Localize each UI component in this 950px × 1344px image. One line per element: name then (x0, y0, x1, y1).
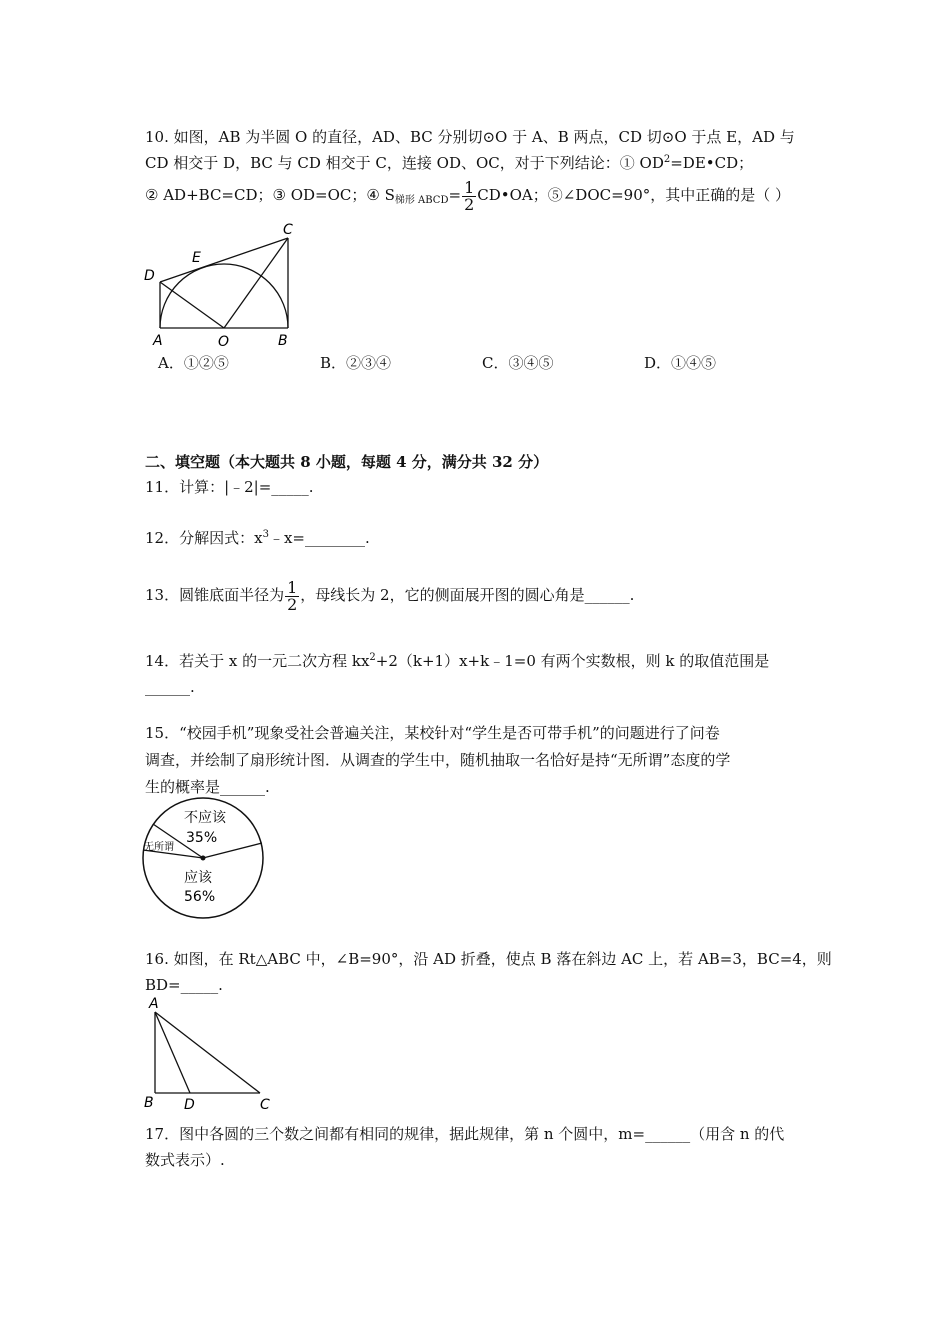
q10-option-a[interactable]: A．①②⑤ (158, 354, 229, 372)
q10-line3-sub: 梯形 ABCD (394, 195, 449, 206)
q10-frac-den: 2 (464, 194, 475, 214)
q12-text-a: 12．分解因式：x (145, 529, 263, 547)
q16-label-D: D (184, 1097, 195, 1113)
q16-label-C: C (260, 1097, 270, 1113)
q10-line1: 10. 如图，AB 为半圆 O 的直径，AD、BC 分别切⊙O 于 A、B 两点，CD 切⊙O 于点 E，AD 与 (145, 128, 795, 146)
q16-line1: 16. 如图，在 Rt△ABC 中，∠B=90°，沿 AD 折叠，使点 B 落在斜边 AC 上，若 AB=3，BC=4，则 (145, 950, 832, 968)
q10-line2-b: =DE•CD； (670, 154, 754, 172)
q17-line2: 数式表示）. (145, 1151, 225, 1169)
pie-slice-label-wusuowei: 无所谓 (144, 842, 174, 853)
q10-semicircle-figure (140, 220, 310, 350)
q10-label-C: C (283, 222, 293, 238)
q17-line1: 17．图中各圆的三个数之间都有相同的规律，据此规律，第 n 个圆中，m=______（用含 n 的代 (145, 1125, 785, 1143)
q15-line2: 调查，并绘制了扇形统计图．从调查的学生中，随机抽取一名恰好是持“无所谓”态度的学 (145, 751, 731, 769)
q10-option-c[interactable]: C．③④⑤ (482, 354, 554, 372)
q16-triangle-figure (140, 995, 280, 1115)
q13-frac-num: 1 (287, 577, 298, 597)
q15-line1: 15．“校园手机”现象受社会普遍关注，某校针对“学生是否可带手机”的问题进行了问卷 (145, 724, 720, 742)
q10-line3-a: ② AD+BC=CD；③ OD=OC；④ S (145, 186, 395, 204)
q10-fraction (462, 177, 476, 214)
q14-line2: ______. (145, 678, 195, 696)
q10-option-d[interactable]: D．①④⑤ (644, 354, 717, 372)
q10-label-E: E (192, 250, 201, 266)
pie-slice-percent-yinggai: 56% (184, 889, 216, 905)
q10-label-D: D (144, 268, 155, 284)
section2-title: 二、填空题（本大题共 8 小题，每题 4 分，满分共 32 分） (145, 453, 549, 471)
q14-line1-a: 14．若关于 x 的一元二次方程 kx (145, 652, 370, 670)
q14-line1-b: +2（k+1）x+k﹣1=0 有两个实数根，则 k 的取值范围是 (375, 652, 770, 670)
q16-line2: BD=_____. (145, 976, 223, 994)
q10-line3 (145, 178, 790, 213)
q12-text-b: ﹣x=________. (268, 529, 370, 547)
pie-slice-label-yinggai: 应该 (184, 870, 212, 886)
q10-label-A: A (153, 333, 163, 349)
q12-sup: 3 (262, 529, 269, 540)
q13-text-a: 13．圆锥底面半径为 (145, 586, 285, 604)
q10-label-O: O (218, 334, 230, 350)
q15-line3: 生的概率是______. (145, 778, 270, 796)
q15-pie-chart (140, 800, 266, 920)
q12-text (145, 527, 370, 549)
q13-fraction (285, 577, 299, 614)
q10-frac-num: 1 (464, 177, 475, 197)
pie-slice-percent-buyinggai: 35% (186, 830, 218, 846)
q10-line3-b: CD•OA；⑤∠DOC=90°，其中正确的是（ ） (477, 186, 791, 204)
q10-line3-eq: = (448, 186, 462, 204)
q13-text (145, 578, 634, 613)
pie-center (201, 856, 206, 861)
q14-sup: 2 (369, 652, 376, 663)
pie-slice-label-buyinggai: 不应该 (184, 810, 226, 826)
q16-label-B: B (144, 1095, 154, 1111)
q14-line1 (145, 650, 769, 672)
q10-option-b[interactable]: B．②③④ (320, 354, 392, 372)
q10-line2-a: CD 相交于 D，BC 与 CD 相交于 C，连接 OD、OC，对于下列结论：① OD (145, 154, 664, 172)
q13-frac-den: 2 (287, 594, 298, 614)
q10-label-B: B (278, 333, 288, 349)
q10-line2-sup: 2 (663, 154, 671, 165)
q11-text: 11．计算：|﹣2|=_____. (145, 478, 314, 496)
q16-label-A: A (149, 996, 159, 1012)
q10-line2 (145, 152, 753, 174)
q13-text-b: ，母线长为 2，它的侧面展开图的圆心角是______. (300, 586, 635, 604)
